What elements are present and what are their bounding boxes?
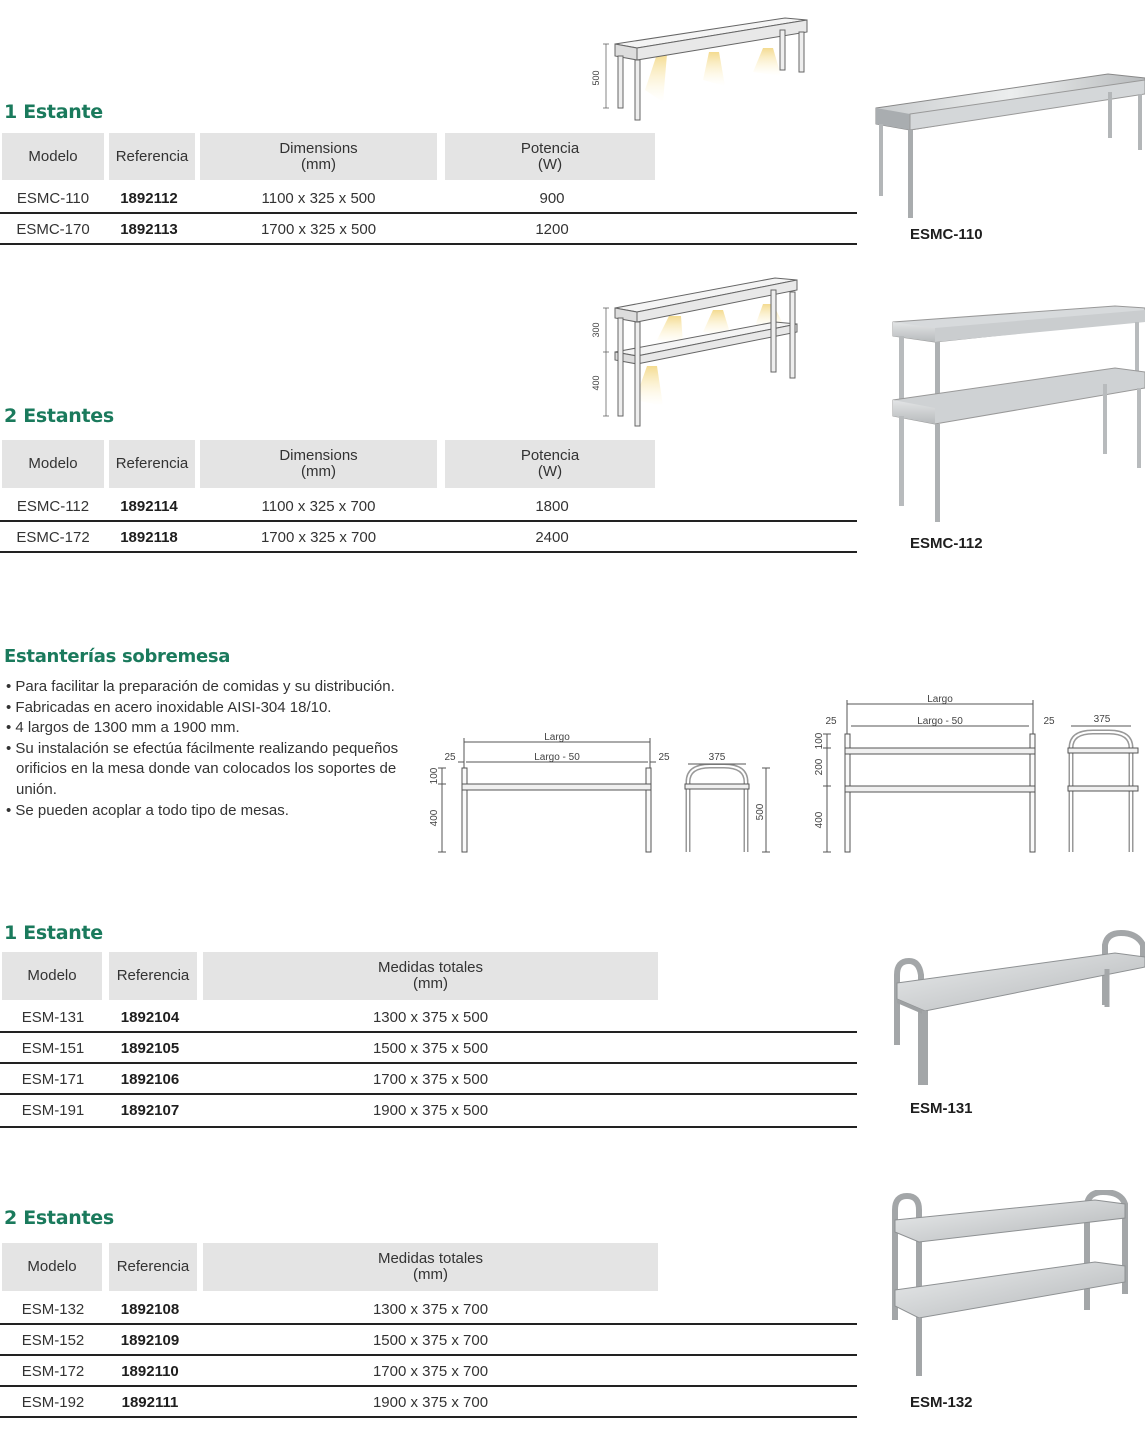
header-dimensions: Dimensions (mm) (200, 440, 437, 488)
header-referencia: Referencia (109, 133, 195, 180)
label-edge-right: 25 (658, 752, 670, 763)
cell-referencia: 1892111 (121, 1393, 179, 1411)
table-bottom-rule (0, 551, 857, 553)
header-dimensions: Dimensions (mm) (200, 133, 437, 180)
section-title-esmc-2: 2 Estantes (4, 405, 114, 427)
cell-modelo: ESMC-170 (16, 220, 90, 238)
label-largo-minus: Largo - 50 (917, 716, 963, 727)
product-photo-esmc-112 (885, 300, 1145, 525)
row-divider (0, 520, 857, 522)
label-top: 100 (814, 732, 825, 750)
label-depth: 375 (708, 752, 726, 763)
cell-referencia: 1892112 (120, 189, 178, 207)
table-bottom-rule (0, 1126, 857, 1128)
cell-dimensions: 1100 x 325 x 700 (261, 497, 376, 515)
list-item: • Su instalación se efectúa fácilmente realizando pequeños orificios en la mesa donde van colocados los soportes de unión. (6, 739, 399, 798)
product-caption-esmc-110: ESMC-110 (910, 226, 983, 243)
cell-referencia: 1892109 (120, 1331, 180, 1349)
cell-modelo: ESM-151 (21, 1039, 85, 1057)
product-caption-esm-132: ESM-132 (910, 1394, 973, 1411)
header-modelo: Modelo (2, 440, 104, 488)
row-divider (0, 1062, 857, 1064)
header-potencia: Potencia (W) (445, 440, 655, 488)
header-modelo: Modelo (2, 133, 104, 180)
cell-referencia: 1892118 (120, 528, 178, 546)
cell-medidas: 1700 x 375 x 500 (372, 1070, 489, 1088)
heated-shelf-2-drawing (585, 270, 820, 430)
cell-referencia: 1892104 (120, 1008, 180, 1026)
row-divider (0, 1385, 857, 1387)
dim-top: 300 (591, 322, 601, 338)
drawing-two-shelves (805, 690, 1145, 860)
heated-shelf-1-drawing (585, 12, 820, 124)
cell-medidas: 1500 x 375 x 700 (372, 1331, 489, 1349)
cell-referencia: 1892107 (120, 1101, 180, 1119)
header-modelo: Modelo (2, 952, 102, 1000)
feature-list (6, 677, 406, 821)
section-title-esm-2: 2 Estantes (4, 1207, 114, 1229)
product-photo-esm-131 (885, 925, 1145, 1090)
table-bottom-rule (0, 243, 857, 245)
cell-modelo: ESMC-112 (16, 497, 90, 515)
header-potencia: Potencia (W) (445, 133, 655, 180)
label-edge-left: 25 (825, 716, 837, 727)
cell-potencia: 2400 (535, 528, 569, 546)
cell-potencia: 1800 (535, 497, 569, 515)
header-referencia: Referencia (109, 952, 197, 1000)
row-divider (0, 1093, 857, 1095)
row-divider (0, 1031, 857, 1033)
cell-referencia: 1892114 (120, 497, 178, 515)
label-height: 500 (755, 803, 766, 821)
cell-modelo: ESMC-110 (16, 189, 90, 207)
cell-modelo: ESM-152 (21, 1331, 85, 1349)
cell-modelo: ESM-192 (21, 1393, 85, 1411)
row-divider (0, 212, 857, 214)
dim-height: 500 (591, 70, 601, 86)
row-divider (0, 1354, 857, 1356)
cell-medidas: 1900 x 375 x 500 (372, 1101, 489, 1119)
cell-potencia: 900 (539, 189, 565, 207)
row-divider (0, 1323, 857, 1325)
product-caption-esm-131: ESM-131 (910, 1100, 973, 1117)
header-medidas: Medidas totales (mm) (203, 1243, 658, 1291)
cell-medidas: 1300 x 375 x 700 (372, 1300, 489, 1318)
section-title-esmc-1: 1 Estante (4, 101, 103, 123)
cell-modelo: ESM-172 (21, 1362, 85, 1380)
product-photo-esmc-110 (870, 70, 1145, 222)
table-bottom-rule (0, 1416, 857, 1418)
label-edge-right: 25 (1043, 716, 1055, 727)
cell-dimensions: 1700 x 325 x 500 (260, 220, 377, 238)
cell-referencia: 1892113 (120, 220, 178, 238)
cell-modelo: ESM-132 (21, 1300, 85, 1318)
list-item: • 4 largos de 1300 mm a 1900 mm. (6, 719, 240, 737)
cell-referencia: 1892105 (120, 1039, 180, 1057)
cell-medidas: 1300 x 375 x 500 (372, 1008, 489, 1026)
label-largo-minus: Largo - 50 (534, 752, 580, 763)
drawing-one-shelf (420, 720, 780, 860)
product-caption-esmc-112: ESMC-112 (910, 535, 983, 552)
label-top: 100 (429, 767, 440, 785)
cell-dimensions: 1700 x 325 x 700 (260, 528, 377, 546)
header-modelo: Modelo (2, 1243, 102, 1291)
cell-referencia: 1892106 (120, 1070, 180, 1088)
list-item: • Se pueden acoplar a todo tipo de mesas. (6, 801, 289, 819)
cell-medidas: 1500 x 375 x 500 (372, 1039, 489, 1057)
cell-modelo: ESM-131 (21, 1008, 85, 1026)
cell-medidas: 1700 x 375 x 700 (372, 1362, 489, 1380)
cell-modelo: ESM-191 (21, 1101, 85, 1119)
cell-dimensions: 1100 x 325 x 500 (261, 189, 376, 207)
label-depth: 375 (1093, 714, 1111, 725)
list-item: • Para facilitar la preparación de comidas y su distribución. (6, 678, 395, 695)
cell-modelo: ESMC-172 (16, 528, 90, 546)
label-edge-left: 25 (444, 752, 456, 763)
cell-medidas: 1900 x 375 x 700 (372, 1393, 489, 1411)
cell-potencia: 1200 (535, 220, 569, 238)
label-largo: Largo (927, 694, 953, 705)
header-medidas: Medidas totales (mm) (203, 952, 658, 1000)
label-bottom: 400 (429, 809, 440, 827)
label-largo: Largo (544, 732, 570, 743)
cell-referencia: 1892108 (120, 1300, 180, 1318)
sobremesa-title: Estanterías sobremesa (4, 646, 231, 667)
label-bottom: 400 (814, 811, 825, 829)
dim-bottom: 400 (591, 375, 601, 391)
header-referencia: Referencia (109, 440, 195, 488)
list-item: • Fabricadas en acero inoxidable AISI-304 18/10. (6, 698, 332, 716)
product-photo-esm-132 (885, 1190, 1135, 1380)
header-referencia: Referencia (109, 1243, 197, 1291)
label-mid: 200 (814, 758, 825, 776)
section-title-esm-1: 1 Estante (4, 922, 103, 944)
cell-referencia: 1892110 (121, 1362, 179, 1380)
cell-modelo: ESM-171 (21, 1070, 85, 1088)
